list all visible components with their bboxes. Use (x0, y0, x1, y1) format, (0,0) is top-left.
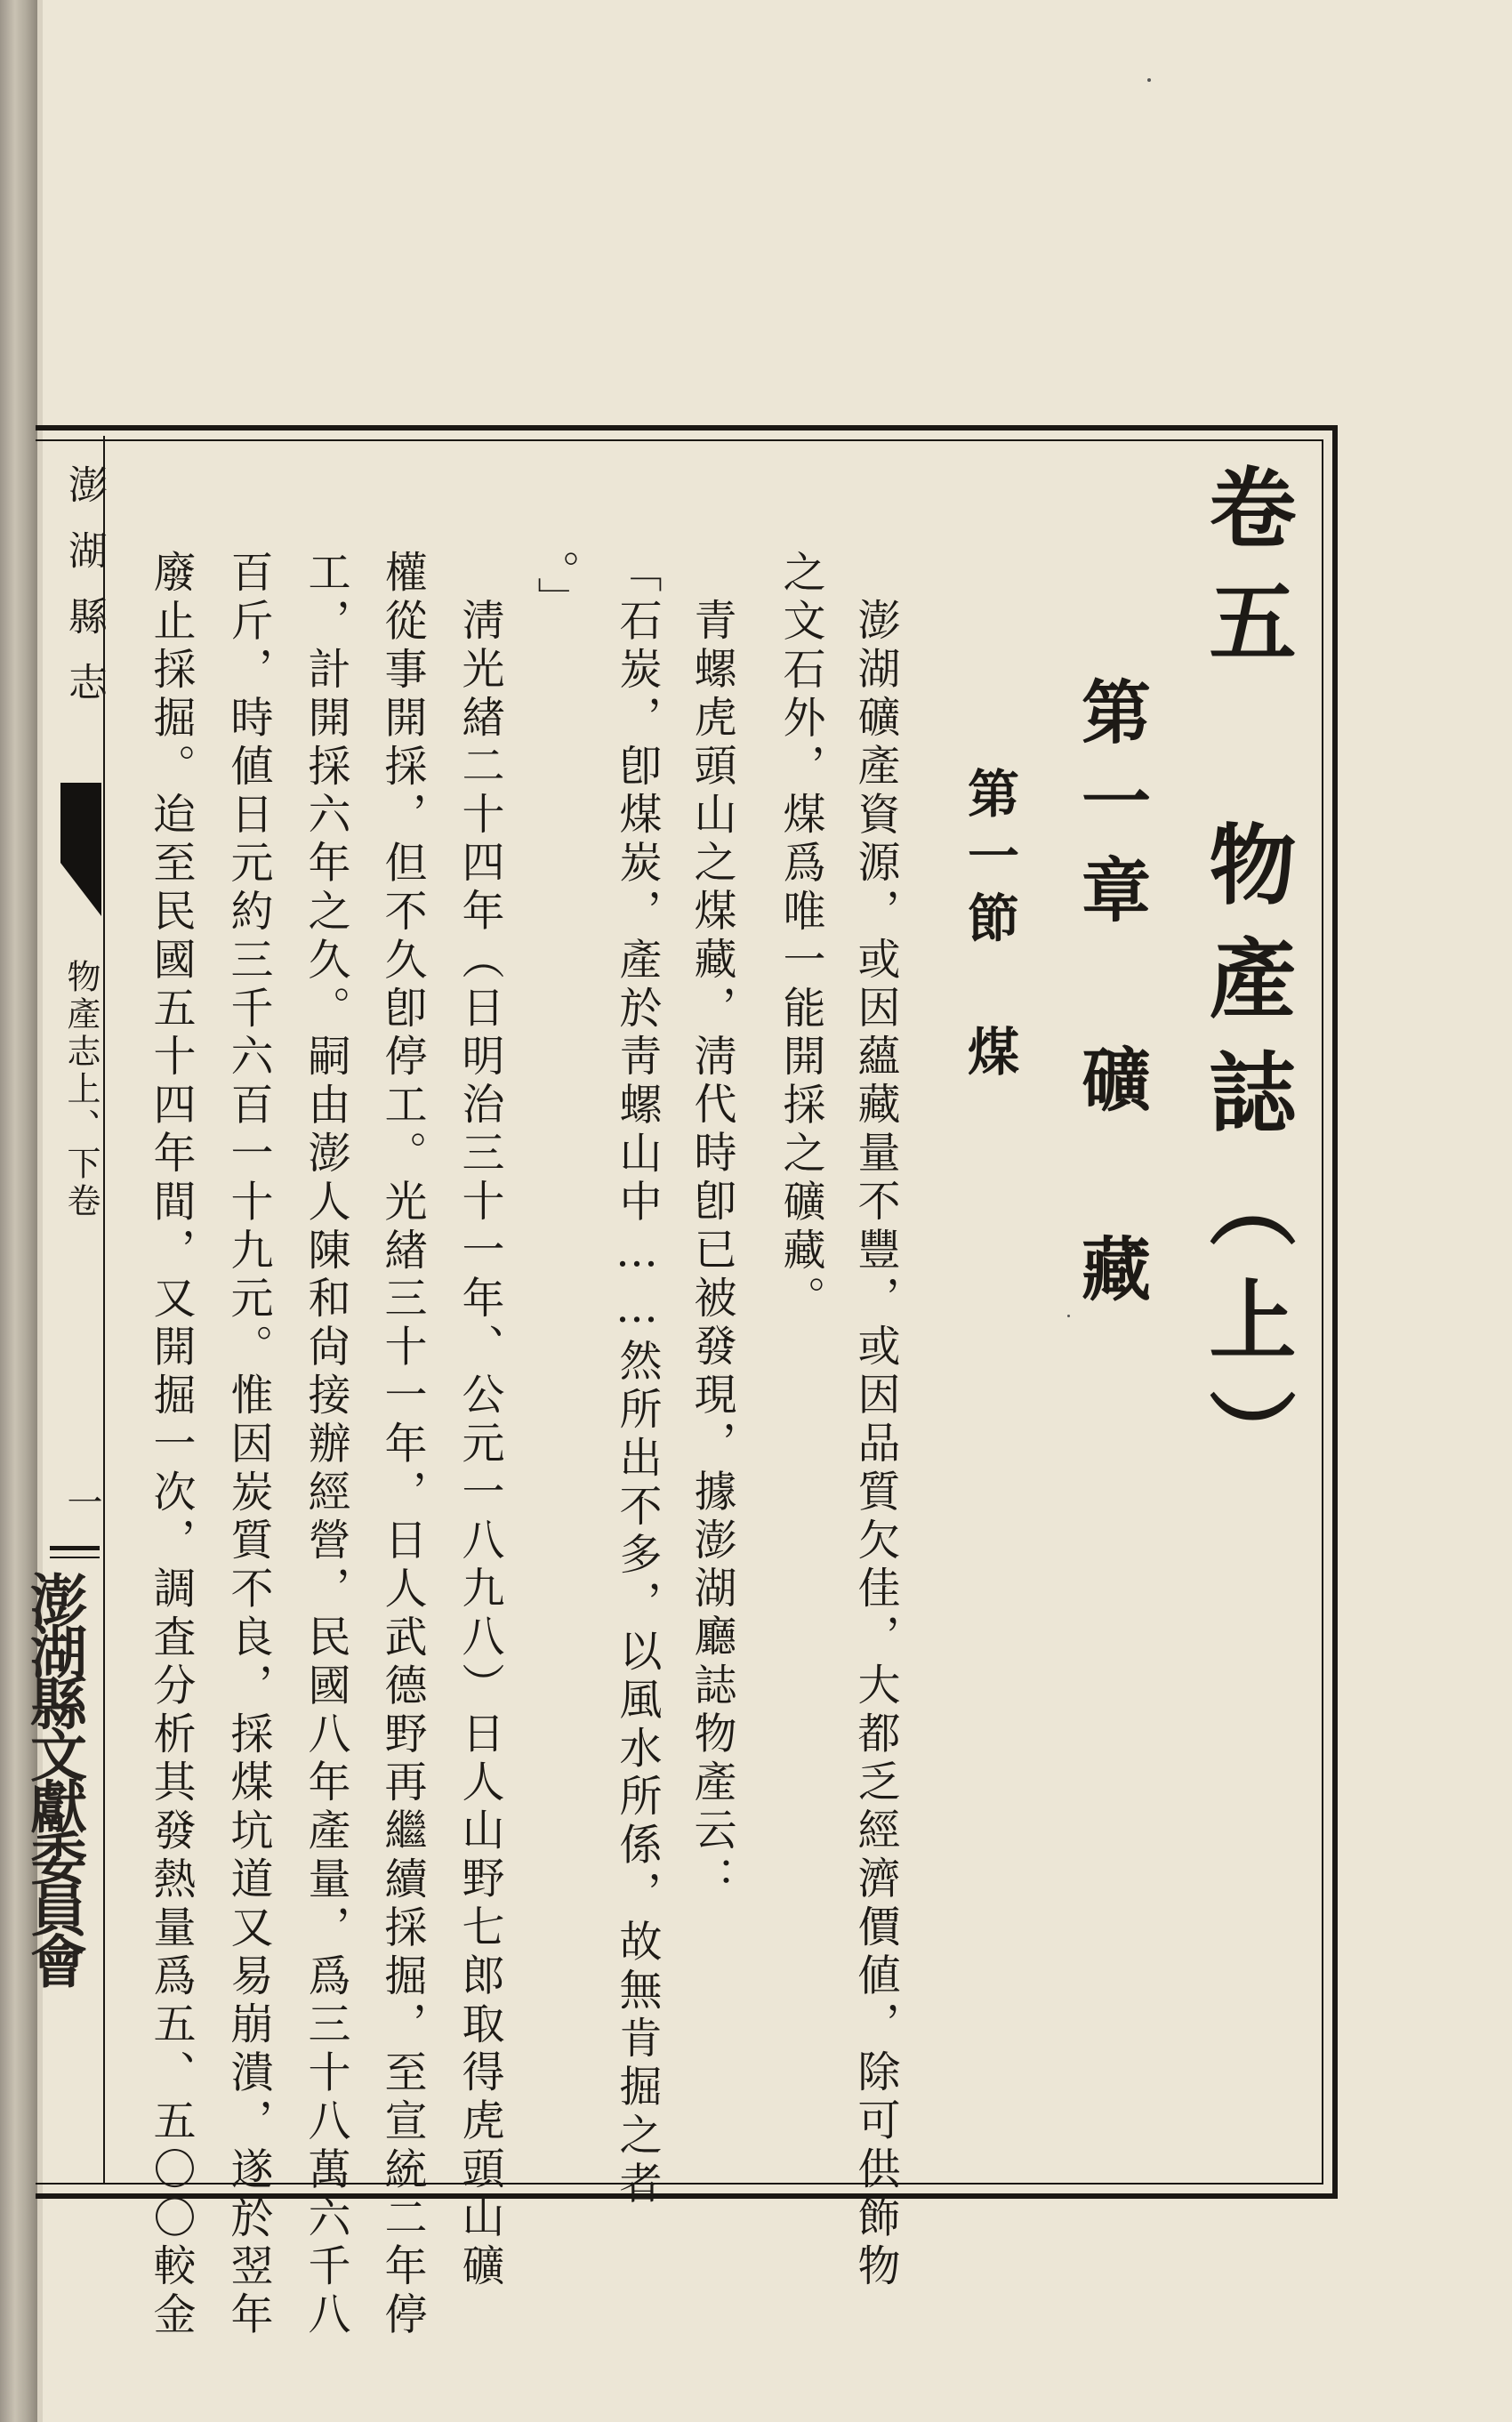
paragraph-line: 青螺虎頭山之煤藏，淸代時卽已被發現，據澎湖廳誌物產云： (687, 598, 736, 1904)
paper-speck (1147, 78, 1151, 82)
paragraph-line: 淸光緖二十四年（日明治三十一年、公元一八九八）日人山野七郎取得虎頭山礦 (454, 598, 504, 2291)
paragraph-line: 廢止採掘。迨至民國五十四年間，又開掘一次，調査分析其發熱量爲五、五〇〇較金 (146, 550, 196, 2340)
book-title: 澎湖縣志 (61, 464, 107, 728)
quotation-line: 「石炭，卽煤炭，產於靑螺山中……然所出不多，以風水所係，故無肯掘之者 (612, 550, 662, 2209)
volume-title: 卷五 物產誌（上） (1194, 463, 1297, 1502)
paragraph-line: 澎湖礦產資源，或因蘊藏量不豐，或因品質欠佳，大都乏經濟價値，除可供飾物 (850, 598, 900, 2291)
paragraph-line: 百斤，時値日元約三千六百一十九元。惟因炭質不良，採煤坑道又易崩潰，遂於翌年 (223, 550, 273, 2340)
page-number-rule (50, 1546, 100, 1550)
paragraph-line: 權從事開採，但不久卽停工。光緖三十一年，日人武德野再繼續採掘，至宣統二年停 (377, 550, 427, 2340)
section-heading: 第一節 煤 (959, 767, 1019, 1087)
publisher-name: 澎湖縣文獻委員會 (20, 1571, 87, 1983)
page-number: 一 (61, 1484, 102, 1519)
paper-speck (1067, 1315, 1070, 1317)
volume-label: 物產志上、下卷 (61, 959, 101, 1220)
page-number-rule-thin (50, 1557, 100, 1558)
paragraph-line: 之文石外，煤爲唯一能開採之礦藏。 (776, 550, 825, 1324)
chapter-heading: 第一章 礦 藏 (1070, 676, 1151, 1322)
book-binding (0, 0, 37, 2422)
paragraph-line: 工，計開採六年之久。嗣由澎人陳和尙接辦經營，民國八年產量，爲三十八萬六千八 (301, 550, 350, 2340)
quotation-end: 。」 (530, 550, 580, 625)
